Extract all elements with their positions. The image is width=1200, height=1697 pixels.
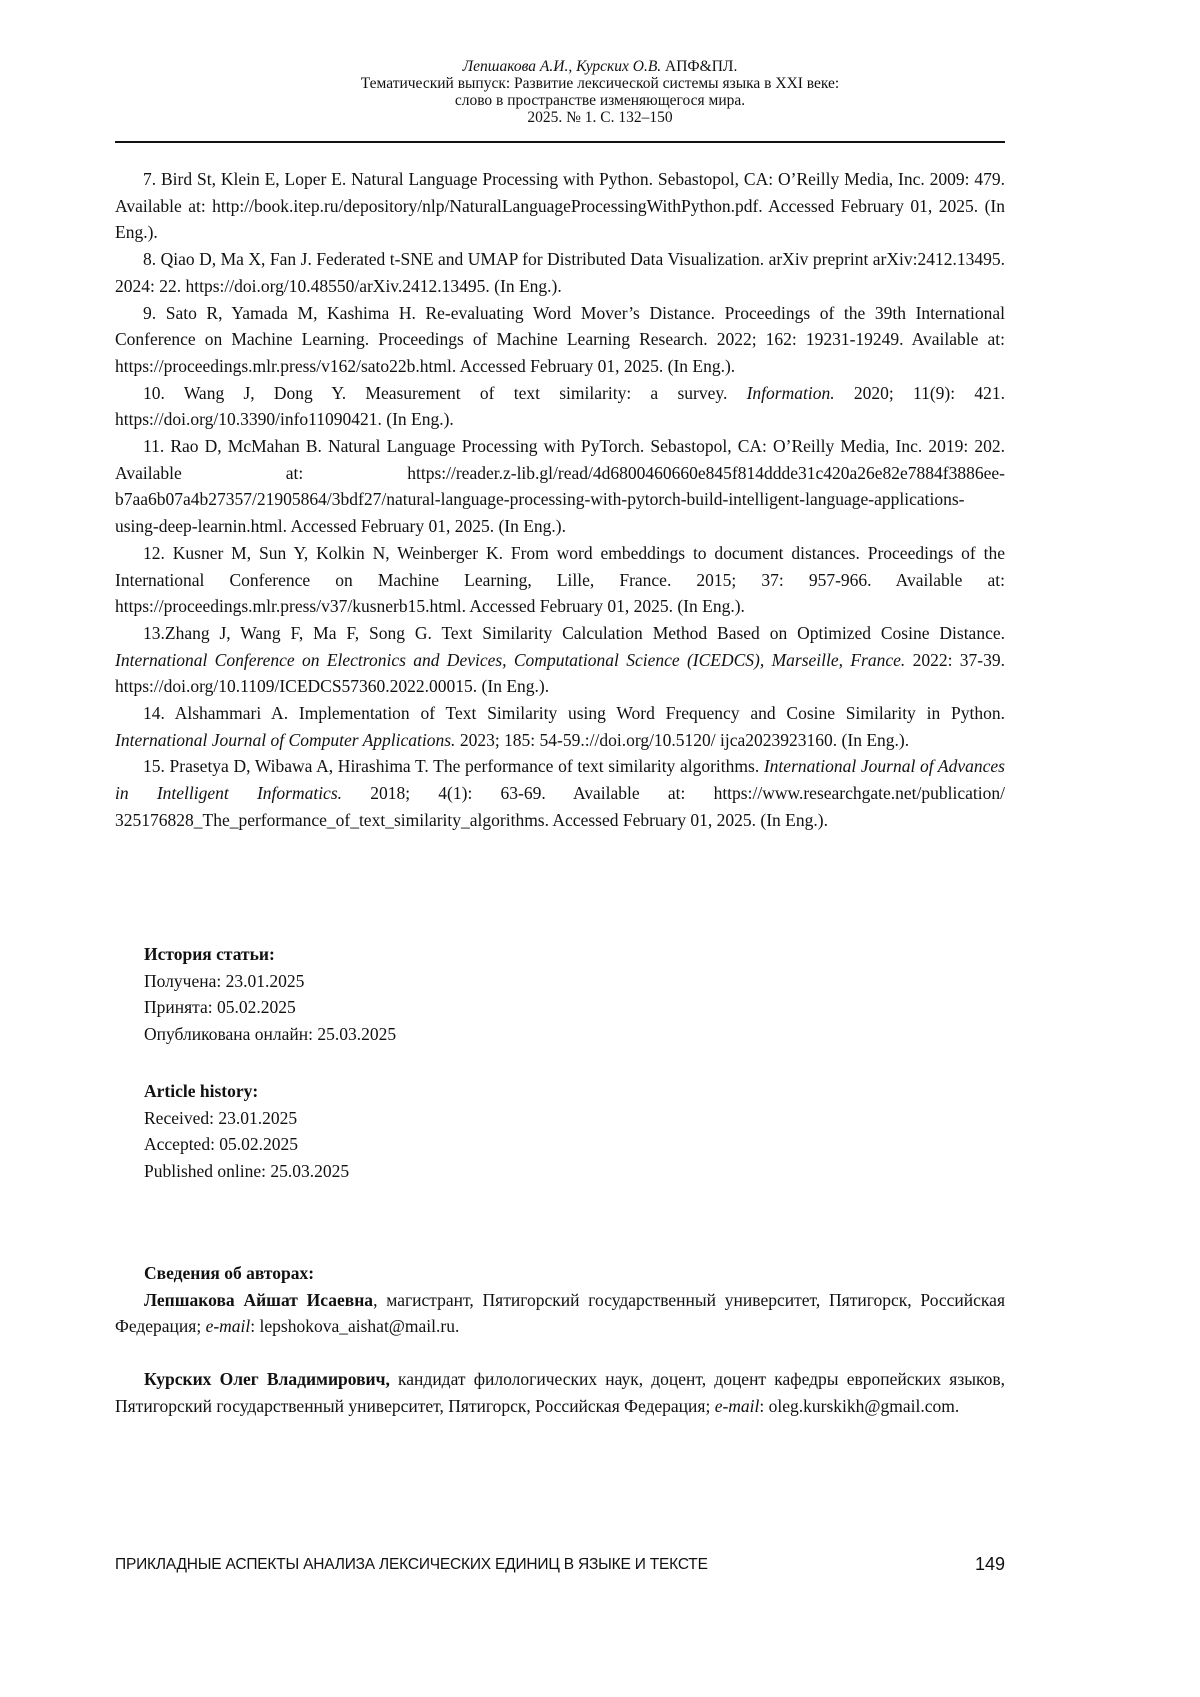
reference-item: 10. Wang J, Dong Y. Measurement of text similarity: a survey. Information. 2020; 11(9): 421. https://doi.org/10.3390/info11090421. (In Eng.). [115,382,1005,430]
history-ru-heading: История статьи: [144,944,275,964]
history-ru-accepted: Принята: 05.02.2025 [144,997,296,1018]
history-en-heading: Article history: [144,1081,259,1101]
reference-item: 14. Alshammari A. Implementation of Text Similarity using Word Frequency and Cosine Similarity in Python. International Journal of Computer Applications. 2023; 185: 54-59.://doi.org/10.5120/ ijca2023923160. (In Eng.). [115,703,1005,750]
header-line-2: Тематический выпуск: Развитие лексической системы языка в XXI веке: [360,75,840,92]
author-1-email: : lepshokova_aishat@mail.ru. [250,1316,460,1337]
header-line-3: слово в пространстве изменяющегося мира. [454,92,746,109]
history-ru-received: Получена: 23.01.2025 [144,970,305,991]
article-history-ru [144,941,396,1048]
reference-item: 7. Bird St, Klein E, Loper E. Natural Language Processing with Python. Sebastopol, CA: O’Reilly Media, Inc. 2009: 479. Available at: http://book.itep.ru/depository/nlp/NaturalLanguageProcessingWithPython.pdf. Accessed February 01, 2025. (In Eng.). [115,169,1005,243]
reference-item: 15. Prasetya D, Wibawa A, Hirashima T. The performance of text similarity algorithms. International Journal of Advances in Intelligent Informatics. 2018; 4(1): 63-69. Available at: https://www.researchgate.net/publication/ 325176828_The_performance_of_text_similarity_algorithms. Accessed February 01, 2025. (In Eng.). [115,756,1005,830]
history-en-published: Published online: 25.03.2025 [144,1161,350,1182]
author-1-name: Лепшакова Айшат Исаевна [144,1289,374,1310]
running-header [0,58,1200,126]
header-authors: Лепшакова А.И., Курских О.В. [462,58,662,75]
header-journal-abbr: АПФ&ПЛ. [665,58,738,75]
history-ru-published: Опубликована онлайн: 25.03.2025 [144,1024,397,1045]
author-2-name: Курских Олег Владимирович, [144,1369,390,1390]
reference-item: 8. Qiao D, Ma X, Fan J. Federated t-SNE and UMAP for Distributed Data Visualization. arXiv preprint arXiv:2412.13495. 2024: 22. https://doi.org/10.48550/arXiv.2412.13495. (In Eng.). [115,249,1005,296]
reference-item: 11. Rao D, McMahan B. Natural Language Processing with PyTorch. Sebastopol, CA: O’Reilly Media, Inc. 2019: 202. Available at: https://reader.z-lib.gl/read/4d6800460660e845f814ddde31c420a26e82e7884f3886ee-b7aa6b07a4b27357/21905864/3bdf27/natural-language-processing-with-pytorch-build-intelligent-language-applications-using-deep-learnin.html. Accessed February 01, 2025. (In Eng.). [115,436,1005,537]
header-rule [115,141,1005,143]
header-line-4: 2025. № 1. С. 132–150 [527,109,673,126]
author-1-entry: Лепшакова Айшат Исаевна, магистрант, Пятигорский государственный университет, Пятигорск, Российская Федерация; e-mail: lepshokova_aishat@mail.ru. [115,1289,1005,1337]
reference-item: 12. Kusner M, Sun Y, Kolkin N, Weinberger K. From word embeddings to document distances. Proceedings of the International Conference on Machine Learning, Lille, France. 2015; 37: 957-966. Available at: https://proceedings.mlr.press/v37/kusnerb15.html. Accessed February 01, 2025. (In Eng.). [115,542,1005,617]
author-information [115,1260,1005,1420]
article-history-en [144,1078,349,1185]
author-2-email: : oleg.kurskikh@gmail.com. [759,1395,960,1416]
footer-section-title: ПРИКЛАДНЫЕ АСПЕКТЫ АНАЛИЗА ЛЕКСИЧЕСКИХ ЕДИНИЦ В ЯЗЫКЕ И ТЕКСТЕ [115,1556,708,1573]
reference-item: 13.Zhang J, Wang F, Ma F, Song G. Text Similarity Calculation Method Based on Optimized Cosine Distance. International Conference on Electronics and Devices, Computational Science (ICEDCS), Marseille, France. 2022: 37-39. https://doi.org/10.1109/ICEDCS57360.2022.00015. (In Eng.). [115,622,1005,697]
header-line-1 [0,58,1200,75]
history-en-received: Received: 23.01.2025 [144,1107,298,1128]
page-number: 149 [974,1554,1005,1574]
author-2-entry: Курских Олег Владимирович, кандидат филологических наук, доцент, доцент кафедры европейских языков, Пятигорский государственный университет, Пятигорск, Российская Федерация; e-mail: oleg.kurskikh@gmail.com. [115,1369,1005,1416]
reference-list [115,166,1005,834]
reference-item: 9. Sato R, Yamada M, Kashima H. Re-evaluating Word Mover’s Distance. Proceedings of the 39th International Conference on Machine Learning. Proceedings of Machine Learning Research. 2022; 162: 19231-19249. Available at: https://proceedings.mlr.press/v162/sato22b.html. Accessed February 01, 2025. (In Eng.). [115,302,1005,376]
authors-heading: Сведения об авторах: [144,1263,315,1283]
history-en-accepted: Accepted: 05.02.2025 [144,1134,299,1155]
